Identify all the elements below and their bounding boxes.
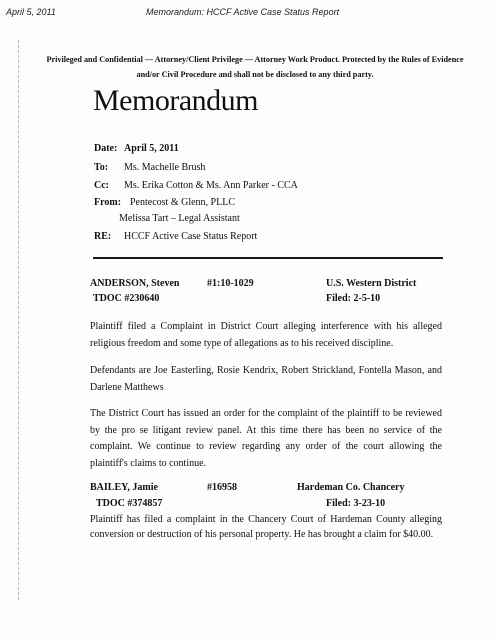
case-court: U.S. Western District	[326, 278, 417, 289]
to-value: Ms. Machelle Brush	[124, 162, 206, 173]
cc-label: Cc:	[94, 180, 109, 191]
cc-value: Ms. Erika Cotton & Ms. Ann Parker - CCA	[124, 180, 298, 191]
from-value: Pentecost & Glenn, PLLC	[130, 197, 235, 208]
from-value-assistant: Melissa Tart – Legal Assistant	[119, 213, 240, 224]
case-paragraph: Plaintiff filed a Complaint in District Court alleging interference with his alleged religious freedom and some type of allegations as to his received discipline.	[90, 321, 442, 349]
re-value: HCCF Active Case Status Report	[124, 231, 258, 242]
case-paragraph: The District Court has issued an order for the complaint of the plaintiff to be reviewed by the pro se litigant review panel. At this time there has been no service of the complaint. We continue to review regarding any order of the court allowing the plaintiff's claims to continue.	[90, 408, 442, 469]
case-court: Hardeman Co. Chancery	[297, 482, 405, 493]
date-value: April 5, 2011	[124, 143, 179, 154]
running-header-title: Memorandum: HCCF Active Case Status Report	[146, 7, 340, 17]
running-header-date: April 5, 2011	[6, 7, 56, 17]
privilege-notice: Privileged and Confidential — Attorney/Client Privilege — Attorney Work Product. Protected by the Rules of Evidence and/or Civil Procedure and shall not be disclosed to any third party.	[46, 55, 464, 79]
case-paragraph: Defendants are Joe Easterling, Rosie Kendrix, Robert Strickland, Fontella Mason, and Darlene Matthews	[90, 365, 442, 393]
case-tdoc: TDOC #374857	[96, 498, 163, 509]
to-label: To:	[94, 162, 109, 173]
case-name: BAILEY, Jamie	[90, 482, 158, 493]
case-filed: Filed: 2-5-10	[326, 293, 381, 304]
case-number: #1:10-1029	[207, 278, 254, 289]
case-name: ANDERSON, Steven	[90, 278, 180, 289]
case-filed: Filed: 3-23-10	[326, 498, 386, 509]
case-number: #16958	[207, 482, 237, 493]
date-label: Date:	[94, 143, 118, 154]
page-edge-marks	[18, 40, 19, 600]
header-divider	[93, 257, 443, 259]
case-tdoc: TDOC #230640	[93, 293, 160, 304]
from-label: From:	[94, 197, 122, 208]
case-paragraph: Plaintiff has filed a complaint in the Chancery Court of Hardeman County alleging conversion or destruction of his personal property. He has brought a claim for $40.00.	[90, 514, 442, 540]
re-label: RE:	[94, 231, 112, 242]
memo-title: Memorandum	[93, 84, 258, 117]
